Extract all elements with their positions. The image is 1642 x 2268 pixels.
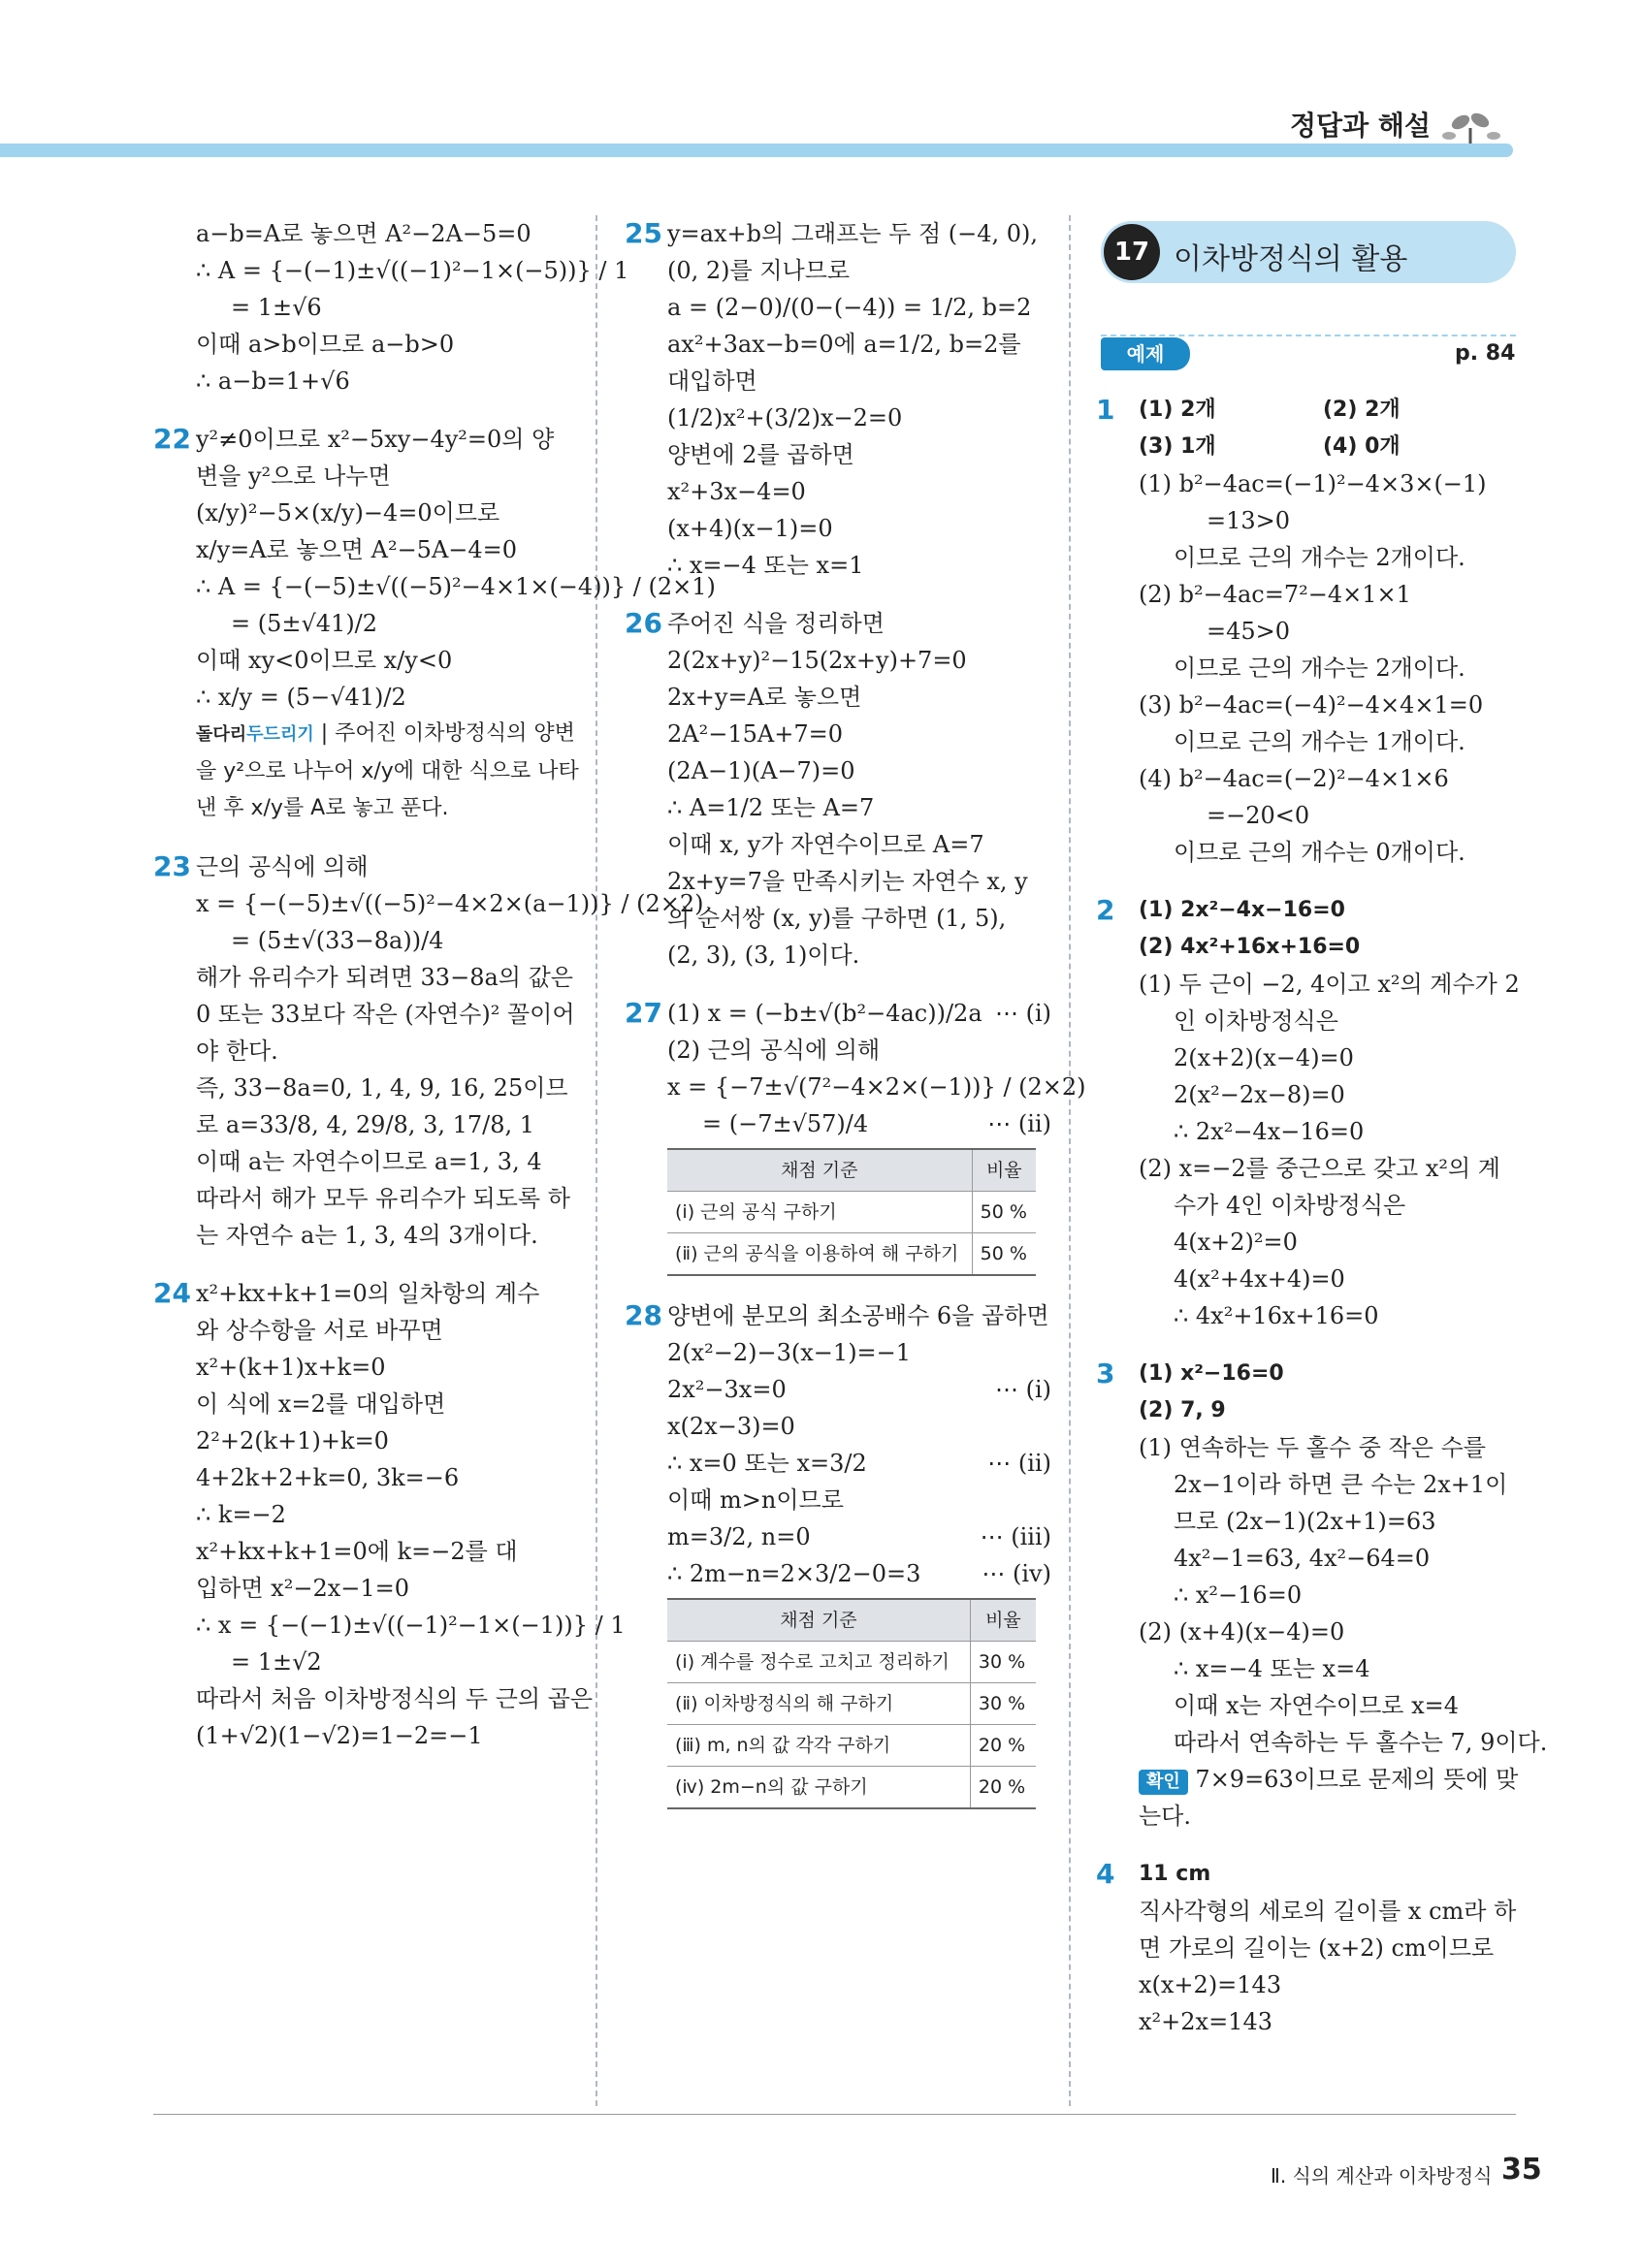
question-1 (1096, 392, 1523, 871)
solution-line: =−20<0 (1207, 802, 1310, 829)
question-number: 3 (1096, 1358, 1115, 1390)
solution-line: 따라서 처음 이차방정식의 두 근의 곱은 (196, 1685, 594, 1712)
answer-line: (1) x²−16=0 (1139, 1361, 1284, 1386)
solution-line: (1) 연속하는 두 홀수 중 작은 수를 (1139, 1434, 1486, 1461)
solution-line (667, 1445, 1051, 1482)
solution-line: 므로 (2x−1)(2x+1)=63 (1174, 1508, 1436, 1535)
solution-line: (2) 근의 공식에 의해 (667, 1037, 881, 1064)
table-cell: 20 % (970, 1725, 1036, 1767)
solution-line: (3) b²−4ac=(−4)²−4×4×1=0 (1139, 691, 1484, 719)
section-title: 이차방정식의 활용 (1174, 242, 1408, 276)
solution-line: 2²+2(k+1)+k=0 (196, 1427, 389, 1454)
solution-line: 2x+y=A로 놓으면 (667, 684, 862, 711)
question-2 (1096, 892, 1523, 1334)
solution-line: 입하면 x²−2x−1=0 (196, 1575, 410, 1602)
problem-27 (625, 995, 1086, 1276)
solution-line: 즉, 33−8a=0, 1, 4, 9, 16, 25이므 (196, 1074, 568, 1102)
answer: (4) 0개 (1323, 434, 1401, 459)
column-middle (625, 215, 1086, 1809)
solution-line: (2) b²−4ac=7²−4×1×1 (1139, 581, 1411, 608)
solution-line: = (5±√(33−8a))/4 (231, 927, 444, 954)
table-cell: 30 % (970, 1683, 1036, 1725)
page-number: 35 (1501, 2153, 1542, 2187)
answer-line (1139, 392, 1523, 429)
answer: (2) 2개 (1323, 398, 1401, 422)
solution-line: x = {−(−5)±√((−5)²−4×2×(a−1))} / (2×2) (196, 890, 704, 917)
solution-line: 인 이차방정식은 (1174, 1007, 1338, 1035)
question-number: 1 (1096, 394, 1115, 426)
solution-line: 2(x²−2x−8)=0 (1174, 1081, 1345, 1108)
table-cell: (ⅰ) 계수를 정수로 고치고 정리하기 (667, 1642, 970, 1683)
question-number: 2 (1096, 894, 1115, 926)
solution-line: (x/y)²−5×(x/y)−4=0이므로 (196, 499, 500, 527)
solution-text: 2x²−3x=0 (667, 1376, 787, 1403)
solution-line: x = {−7±√(7²−4×2×(−1))} / (2×2) (667, 1073, 1086, 1101)
answer-line: (1) 2x²−4x−16=0 (1139, 898, 1345, 922)
solution-line (1139, 1761, 1523, 1798)
solution-line: 와 상수항을 서로 바꾸면 (196, 1317, 443, 1344)
solution-line: (2, 3), (3, 1)이다. (667, 942, 860, 969)
solution-line: ax²+3ax−b=0에 a=1/2, b=2를 (667, 331, 1021, 358)
solution-line: 이므로 근의 개수는 2개이다. (1174, 655, 1465, 682)
solution-line: ∴ x=−4 또는 x=4 (1174, 1655, 1370, 1682)
solution-text: = (−7±√57)/4 (702, 1110, 869, 1137)
solution-line: 2A²−15A+7=0 (667, 720, 843, 748)
step-mark: ⋯ (ⅱ) (987, 1450, 1051, 1477)
page-header-title: 정답과 해설 (1290, 110, 1431, 142)
solution-line: 4+2k+2+k=0, 3k=−6 (196, 1464, 460, 1491)
solution-line: 의 순서쌍 (x, y)를 구하면 (1, 5), (667, 905, 1007, 932)
column-divider (1069, 215, 1071, 2106)
step-mark: ⋯ (ⅱ) (987, 1110, 1051, 1137)
table-row (667, 1683, 1036, 1725)
page-reference: p. 84 (1455, 341, 1516, 366)
solution-text: m=3/2, n=0 (667, 1523, 811, 1550)
solution-line: 이때 a>b이므로 a−b>0 (196, 331, 455, 358)
solution-line: (4) b²−4ac=(−2)²−4×1×6 (1139, 765, 1449, 792)
solution-line: x²+3x−4=0 (667, 478, 806, 505)
solution-line: 이때 m>n이므로 (667, 1486, 844, 1514)
step-mark: ⋯ (ⅲ) (980, 1523, 1051, 1550)
solution-line: 4(x+2)²=0 (1174, 1229, 1298, 1256)
solution-line: ∴ 4x²+16x+16=0 (1174, 1302, 1379, 1329)
solution-line: ∴ 2x²−4x−16=0 (1174, 1118, 1365, 1145)
solution-line (667, 1555, 1051, 1592)
step-mark: ⋯ (ⅳ) (982, 1560, 1051, 1587)
solution-line: y=ax+b의 그래프는 두 점 (−4, 0), (667, 220, 1039, 247)
solution-line: 이므로 근의 개수는 1개이다. (1174, 728, 1465, 755)
problem-25 (625, 215, 1051, 584)
question-4 (1096, 1856, 1523, 2040)
table-row (667, 1642, 1036, 1683)
solution-line: 따라서 연속하는 두 홀수는 7, 9이다. (1174, 1729, 1548, 1756)
solution-line: ∴ x/y = (5−√41)/2 (196, 684, 406, 711)
solution-line: 이므로 근의 개수는 0개이다. (1174, 839, 1465, 866)
problem-28 (625, 1297, 1051, 1809)
solution-line: (0, 2)를 지나므로 (667, 257, 851, 284)
solution-line: 2x+y=7을 만족시키는 자연수 x, y (667, 868, 1028, 895)
solution-line: 로 a=33/8, 4, 29/8, 3, 17/8, 1 (196, 1111, 535, 1138)
solution-line: 2x−1이라 하면 큰 수는 2x+1이 (1174, 1471, 1508, 1498)
table-header: 비율 (970, 1599, 1036, 1642)
table-cell: (ⅳ) 2m−n의 값 구하기 (667, 1767, 970, 1809)
answer-line: (2) 7, 9 (1139, 1398, 1226, 1422)
solution-line: 변을 y²으로 나누면 (196, 463, 391, 490)
solution-line: ∴ a−b=1+√6 (196, 367, 350, 395)
problem-number: 28 (625, 1299, 662, 1331)
table-row (667, 1233, 1036, 1276)
step-mark: ⋯ (ⅰ) (994, 1000, 1051, 1027)
solution-line: x(x+2)=143 (1139, 1971, 1282, 1998)
solution-line: x(2x−3)=0 (667, 1413, 795, 1440)
tip-label-accent: 두드리기 (246, 724, 314, 745)
solution-line: (2A−1)(A−7)=0 (667, 757, 855, 784)
solution-line: 는다. (1139, 1803, 1191, 1830)
solution-line: ∴ A = {−(−5)±√((−5)²−4×1×(−4))} / (2×1) (196, 573, 716, 600)
solution-line: ∴ k=−2 (196, 1501, 286, 1528)
grading-table (667, 1598, 1036, 1809)
solution-line: 이때 x는 자연수이므로 x=4 (1174, 1692, 1459, 1719)
table-cell: 50 % (972, 1192, 1036, 1233)
solution-line: (1) 두 근이 −2, 4이고 x²의 계수가 2 (1139, 971, 1520, 998)
solution-line: ∴ A = {−(−1)±√((−1)²−1×(−5))} / 1 (196, 257, 629, 284)
solution-line: (x+4)(x−1)=0 (667, 515, 833, 542)
table-cell: (ⅱ) 근의 공식을 이용하여 해 구하기 (667, 1233, 972, 1276)
example-tag: 예제 (1101, 337, 1190, 370)
section-number: 17강 (1104, 224, 1160, 280)
solution-line: 따라서 해가 모두 유리수가 되도록 하 (196, 1185, 570, 1212)
tip-line: 낸 후 x/y를 A로 놓고 푼다. (196, 796, 449, 820)
solution-text: 7×9=63이므로 문제의 뜻에 맞 (1195, 1766, 1519, 1793)
solution-line: 이 식에 x=2를 대입하면 (196, 1390, 446, 1418)
solution-line: = 1±√2 (231, 1648, 322, 1676)
check-badge: 확인 (1139, 1770, 1188, 1795)
table-row (667, 1192, 1036, 1233)
problem-number: 23 (153, 850, 191, 882)
solution-line: 이므로 근의 개수는 2개이다. (1174, 544, 1465, 571)
tip-line: 을 y²으로 나누어 x/y에 대한 식으로 나타 (196, 759, 579, 783)
solution-line: (2) (x+4)(x−4)=0 (1139, 1618, 1345, 1645)
solution-line: 양변에 분모의 최소공배수 6을 곱하면 (667, 1302, 1049, 1329)
divider (1101, 335, 1516, 336)
question-3 (1096, 1356, 1548, 1835)
solution-line (667, 1518, 1051, 1555)
solution-line: 이때 a는 자연수이므로 a=1, 3, 4 (196, 1148, 542, 1175)
solution-line: 해가 유리수가 되려면 33−8a의 값은 (196, 964, 573, 991)
problem-26 (625, 605, 1051, 974)
solution-line: x²+kx+k+1=0에 k=−2를 대 (196, 1538, 518, 1565)
solution-line: 직사각형의 세로의 길이를 x cm라 하 (1139, 1898, 1517, 1925)
solution-line: (2) x=−2를 중근으로 갖고 x²의 계 (1139, 1155, 1500, 1182)
table-row (667, 1725, 1036, 1767)
solution-line: a = (2−0)/(0−(−4)) = 1/2, b=2 (667, 294, 1032, 321)
solution-line: x/y=A로 놓으면 A²−5A−4=0 (196, 536, 518, 563)
problem-number: 22 (153, 423, 191, 455)
tip-label: 돌다리 (196, 724, 247, 745)
solution-line: 수가 4인 이차방정식은 (1174, 1192, 1406, 1219)
answer-line: 11 cm (1139, 1862, 1211, 1886)
table-cell: 20 % (970, 1767, 1036, 1809)
solution-line: y²≠0이므로 x²−5xy−4y²=0의 양 (196, 426, 555, 453)
answer: (1) 2개 (1139, 398, 1216, 422)
solution-line: 2(2x+y)²−15(2x+y)+7=0 (667, 647, 967, 674)
table-header: 채점 기준 (667, 1599, 970, 1642)
solution-line: ∴ x²−16=0 (1174, 1581, 1303, 1609)
solution-line: = (5±√41)/2 (231, 610, 378, 637)
solution-line: 이때 xy<0이므로 x/y<0 (196, 647, 453, 674)
problem-number: 24 (153, 1277, 191, 1309)
table-header: 비율 (972, 1149, 1036, 1192)
answer: (3) 1개 (1139, 434, 1216, 459)
table-header: 채점 기준 (667, 1149, 972, 1192)
table-cell: (ⅰ) 근의 공식 구하기 (667, 1192, 972, 1233)
solution-line: =45>0 (1207, 618, 1291, 645)
solution-line: 4(x²+4x+4)=0 (1174, 1265, 1345, 1293)
solution-line: x²+kx+k+1=0의 일차항의 계수 (196, 1280, 540, 1307)
column-divider (596, 215, 597, 2106)
table-cell: (ⅲ) m, n의 값 각각 구하기 (667, 1725, 970, 1767)
solution-line: 이때 x, y가 자연수이므로 A=7 (667, 831, 984, 858)
solution-line: 는 자연수 a는 1, 3, 4의 3개이다. (196, 1222, 538, 1249)
table-cell: 30 % (970, 1642, 1036, 1683)
tip-line (196, 716, 575, 753)
solution-line: (1+√2)(1−√2)=1−2=−1 (196, 1722, 483, 1749)
problem-number: 26 (625, 607, 662, 639)
problem-number: 27 (625, 997, 662, 1029)
solution-line: a−b=A로 놓으면 A²−2A−5=0 (196, 220, 531, 247)
solution-line: 양변에 2를 곱하면 (667, 441, 854, 468)
step-mark: ⋯ (ⅰ) (994, 1376, 1051, 1403)
solution-line: 0 또는 33보다 작은 (자연수)² 꼴이어 (196, 1001, 575, 1028)
solution-line: 야 한다. (196, 1038, 278, 1065)
solution-line: 대입하면 (667, 367, 757, 395)
solution-line: =13>0 (1207, 507, 1291, 534)
table-row (667, 1767, 1036, 1809)
solution-line: 근의 공식에 의해 (196, 853, 369, 880)
solution-line: (1) b²−4ac=(−1)²−4×3×(−1) (1139, 470, 1487, 497)
question-number: 4 (1096, 1858, 1115, 1890)
header-bar (0, 144, 1513, 157)
solution-text: ∴ 2m−n=2×3/2−0=3 (667, 1560, 921, 1587)
solution-line: 2(x²−2)−3(x−1)=−1 (667, 1339, 912, 1366)
table-cell: 50 % (972, 1233, 1036, 1276)
tip-text: | 주어진 이차방정식의 양변 (320, 721, 575, 746)
solution-line (667, 995, 1051, 1032)
solution-line: = 1±√6 (231, 294, 322, 321)
solution-line (667, 1105, 1051, 1142)
solution-line: x²+(k+1)x+k=0 (196, 1354, 386, 1381)
solution-line (667, 1371, 1051, 1408)
solution-line: ∴ x = {−(−1)±√((−1)²−1×(−1))} / 1 (196, 1612, 626, 1639)
problem-24 (153, 1275, 626, 1754)
solution-line: 주어진 식을 정리하면 (667, 610, 885, 637)
answer-line: (2) 4x²+16x+16=0 (1139, 935, 1361, 959)
grading-table (667, 1148, 1036, 1276)
solution-text: ∴ x=0 또는 x=3/2 (667, 1450, 867, 1477)
problem-number: 25 (625, 217, 662, 249)
solution-line: 4x²−1=63, 4x²−64=0 (1174, 1545, 1431, 1572)
answer-line (1139, 429, 1523, 465)
table-cell: (ⅱ) 이차방정식의 해 구하기 (667, 1683, 970, 1725)
solution-line: x²+2x=143 (1139, 2008, 1272, 2035)
footer-chapter: Ⅱ. 식의 계산과 이차방정식 (1271, 2164, 1493, 2188)
solution-line: (1/2)x²+(3/2)x−2=0 (667, 404, 903, 431)
solution-line: ∴ A=1/2 또는 A=7 (667, 794, 875, 821)
solution-line: 면 가로의 길이는 (x+2) cm이므로 (1139, 1934, 1495, 1962)
footer-rule (153, 2114, 1516, 2115)
solution-text: (1) x = (−b±√(b²−4ac))/2a (667, 1000, 982, 1027)
solution-line: 2(x+2)(x−4)=0 (1174, 1044, 1354, 1071)
column-right (1096, 392, 1548, 2040)
solution-line: ∴ x=−4 또는 x=1 (667, 552, 864, 579)
